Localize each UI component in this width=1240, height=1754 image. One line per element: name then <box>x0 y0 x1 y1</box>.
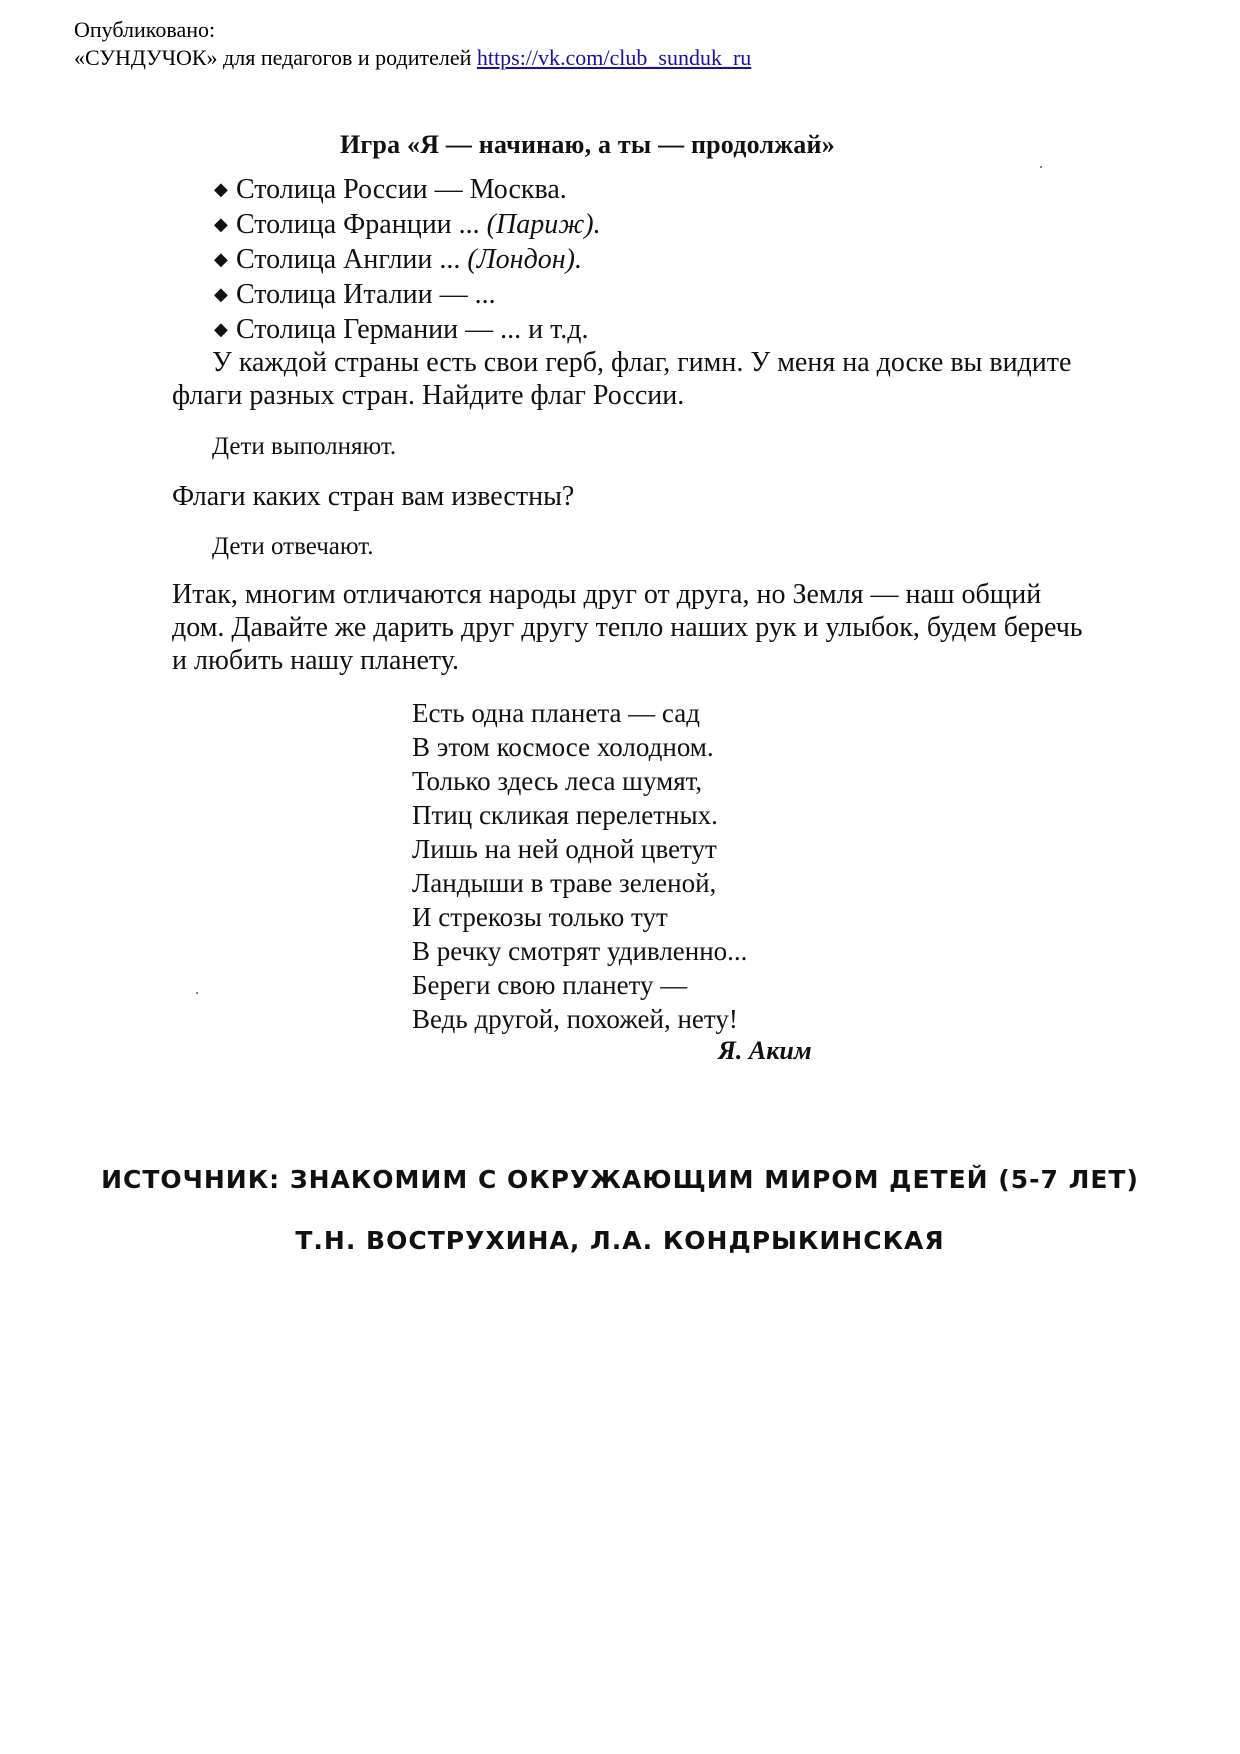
list-item-text: Столица Германии — ... и т.д. <box>236 314 589 345</box>
capitals-list <box>214 172 601 347</box>
stage-note-children-act: Дети выполняют. <box>212 433 397 460</box>
list-item <box>214 172 601 207</box>
published-label: Опубликовано: <box>74 17 216 42</box>
poem-line: Птиц скликая перелетных. <box>412 800 718 830</box>
list-item <box>214 277 601 312</box>
poem-line: И стрекозы только тут <box>412 902 668 932</box>
list-item-text: Столица Англии ... <box>236 244 468 275</box>
poem-author: Я. Аким <box>718 1036 812 1065</box>
paragraph-flags: У каждой страны есть свои герб, флаг, гимн. У меня на доске вы видите флаги разных стран. Найдите флаг России. <box>172 347 1072 411</box>
poem-line: Только здесь леса шумят, <box>412 766 703 796</box>
bullet-icon: ◆ <box>214 319 228 339</box>
bullet-icon: ◆ <box>214 249 228 269</box>
source-title: ИСТОЧНИК: ЗНАКОМИМ С ОКРУЖАЮЩИМ МИРОМ ДЕТЕЙ (5-7 ЛЕТ) <box>101 1165 1139 1194</box>
poem-line: В этом космосе холодном. <box>412 732 714 762</box>
list-item <box>214 242 601 277</box>
question-flags: Флаги каких стран вам известны? <box>172 481 575 512</box>
list-item-answer: (Лондон). <box>467 244 582 275</box>
scan-speck <box>196 992 198 994</box>
poem-line: Лишь на ней одной цветут <box>412 834 717 864</box>
paragraph-earth: Итак, многим отличаются народы друг от друга, но Земля — наш общий дом. Давайте же дарить друг другу тепло наших рук и улыбок, будем беречь и любить нашу планету. <box>172 579 1083 676</box>
poem-line: Береги свою планету — <box>412 970 688 1000</box>
game-title: Игра «Я — начинаю, а ты — продолжай» <box>340 130 835 159</box>
source-authors: Т.Н. ВОСТРУХИНА, Л.А. КОНДРЫКИНСКАЯ <box>295 1226 945 1255</box>
poem-line: Ландыши в траве зеленой, <box>412 868 717 898</box>
list-item <box>214 312 601 347</box>
stage-note-children-answer: Дети отвечают. <box>212 533 374 560</box>
publication-header <box>74 16 751 72</box>
group-link[interactable]: https://vk.com/club_sunduk_ru <box>476 45 752 70</box>
bullet-icon: ◆ <box>214 179 228 199</box>
list-item-text: Столица Италии — ... <box>236 279 496 310</box>
poem <box>412 696 747 1036</box>
poem-line: Ведь другой, похожей, нету! <box>412 1004 738 1034</box>
publisher-name: «СУНДУЧОК» для педагогов и родителей <box>74 45 472 70</box>
scan-speck <box>1040 166 1042 168</box>
bullet-icon: ◆ <box>214 284 228 304</box>
list-item-text: Столица России — Москва. <box>236 174 567 205</box>
list-item-answer: (Париж). <box>486 209 601 240</box>
poem-line: Есть одна планета — сад <box>412 698 700 728</box>
poem-line: В речку смотрят удивленно... <box>412 936 748 966</box>
bullet-icon: ◆ <box>214 214 228 234</box>
list-item <box>214 207 601 242</box>
list-item-text: Столица Франции ... <box>236 209 487 240</box>
publisher-line <box>74 44 751 72</box>
